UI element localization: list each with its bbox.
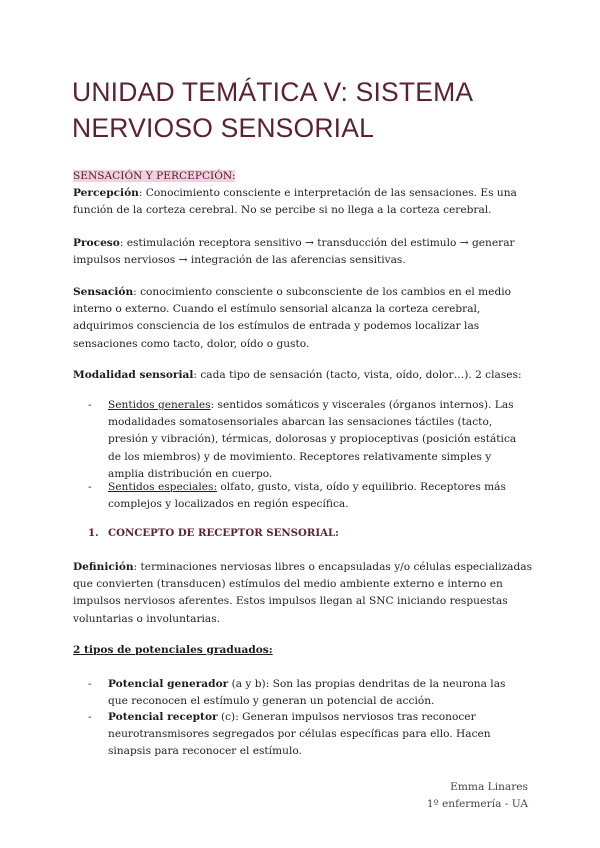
proceso-text: : estimulación receptora sensitivo → transducción del estimulo → generar impulsos nerviosos → integración de las aferencias sensitivas. [73, 237, 515, 267]
proceso-term: Proceso [73, 237, 120, 249]
section-number: 1. [88, 527, 99, 539]
potencial-receptor-term: Potencial receptor [108, 711, 218, 723]
sensacion-paragraph [73, 284, 533, 353]
page-title: UNIDAD TEMÁTICA V: SISTEMA NERVIOSO SENSORIAL [72, 77, 472, 143]
list-item-sentidos-generales [108, 397, 528, 483]
section-title: CONCEPTO DE RECEPTOR SENSORIAL: [108, 527, 339, 539]
modalidad-paragraph [73, 367, 533, 384]
potencial-generador-text: : Son las propias dendritas de la neurona las que reconocen el estímulo y generan un potencial de acción. [108, 678, 506, 708]
definicion-paragraph [73, 559, 533, 628]
footer-course: 1º enfermería - UA [426, 798, 528, 810]
definicion-term: Definición [73, 561, 134, 573]
percepcion-text: : Conocimiento consciente e interpretación de las sensaciones. Es una función de la corteza cerebral. No se percibe si no llega a la corteza cerebral. [73, 187, 517, 217]
bullet-marker: - [88, 678, 92, 690]
sentidos-especiales-text: olfato, gusto, vista, oído y equilibrio. Receptores más complejos y localizados en región específica. [108, 481, 506, 511]
sentidos-generales-term: Sentidos generales [108, 399, 211, 411]
potencial-receptor-text: : Generan impulsos nerviosos tras reconocer neurotransmisores segregados por células específicas para ello. Hacen sinapsis para reconocer el estímulo. [108, 711, 491, 758]
modalidad-term: Modalidad sensorial [73, 369, 194, 381]
potenciales-heading: 2 tipos de potenciales graduados: [73, 644, 273, 656]
sentidos-especiales-term: Sentidos especiales: [108, 481, 218, 493]
potencial-receptor-tag: (c) [217, 711, 236, 723]
list-item-sentidos-especiales [108, 479, 528, 513]
definicion-text: : terminaciones nerviosas libres o encapsuladas y/o células especializadas que convierten (transducen) estímulos del medio ambiente externo e interno en impulsos nerviosos aferentes. Estos impulsos llegan al SNC iniciando respuestas voluntarias o involuntarias. [73, 561, 533, 625]
sensacion-text: : conocimiento consciente o subconsciente de los cambios en el medio interno o externo. Cuando el estímulo sensorial alcanza la corteza cerebral, adquirimos consciencia de los estímulos de entrada y podemos localizar las sensaciones como tacto, dolor, oído o gusto. [73, 286, 511, 350]
modalidad-text: : cada tipo de sensación (tacto, vista, oído, dolor…). 2 clases: [193, 369, 522, 381]
proceso-paragraph [73, 235, 533, 269]
potenciales-heading-paragraph [73, 642, 533, 659]
bullet-marker: - [88, 711, 92, 723]
section-label: SENSACIÓN Y PERCEPCIÓN: [73, 170, 236, 182]
list-item-potencial-generador [108, 676, 528, 710]
potencial-generador-term: Potencial generador [108, 678, 229, 690]
section-label-paragraph [73, 168, 533, 185]
sentidos-generales-text: : sentidos somáticos y viscerales (órganos internos). Las modalidades somatosensoriales abarcan las sensaciones táctiles (tacto, presión y vibración), térmicas, dolorosas y propioceptivas (posición estática de los miembros) y de movimiento. Receptores relativamente simples y amplia distribución en cuerpo. [108, 399, 517, 480]
footer-author: Emma Linares [450, 781, 528, 793]
list-item-potencial-receptor [108, 709, 528, 761]
percepcion-paragraph [73, 185, 533, 219]
sensacion-term: Sensación [73, 286, 134, 298]
percepcion-term: Percepción [73, 187, 139, 199]
potencial-generador-tag: (a y b) [228, 678, 266, 690]
bullet-marker: - [88, 399, 92, 411]
bullet-marker: - [88, 481, 92, 493]
